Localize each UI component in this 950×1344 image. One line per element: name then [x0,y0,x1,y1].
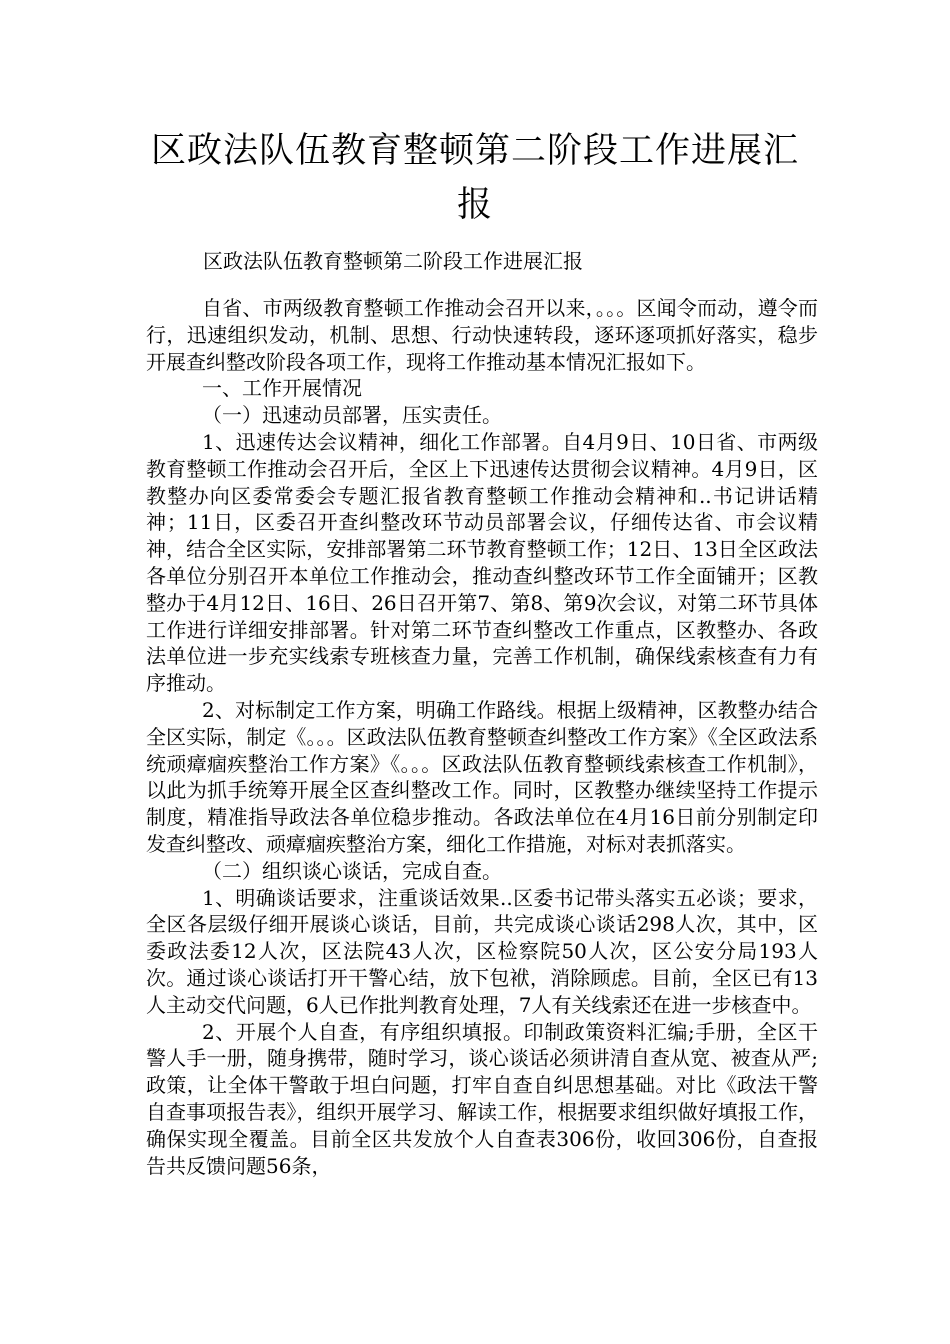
document-subtitle: 区政法队伍教育整顿第二阶段工作进展汇报 [203,249,583,273]
paragraph-intro: 自省、市两级教育整顿工作推动会召开以来，。。。区闻令而动，遵令而行，迅速组织发动，机制、思想、行动快速转段，逐环逐项抓好落实，稳步开展查纠整改阶段各项工作，现将工作推动基本情况汇报如下。 [146,296,818,374]
paragraph-1-2: 2、对标制定工作方案，明确工作路线。根据上级精神，区教整办结合全区实际，制定《。。。区政法队伍教育整顿查纠整改工作方案》《全区政法系统顽瘴痼疾整治工作方案》《。。。区政法队伍教育整顿线索核查工作机制》，以此为抓手统筹开展全区查纠整改工作。同时，区教整办继续坚持工作提示制度，精准指导政法各单位稳步推动。各政法单位在4月16日前分别制定印发查纠整改、顽瘴痼疾整治方案，细化工作措施，对标对表抓落实。 [146,697,818,856]
subsection-heading-1: （一）迅速动员部署，压实责任。 [202,403,502,428]
paragraph-2-2: 2、开展个人自查，有序组织填报。印制政策资料汇编;手册，全区干警人手一册，随身携带，随时学习，谈心谈话必须讲清自查从宽、被查从严;政策，让全体干警敢于坦白问题，打牢自查自纠思想基础。对比《政法干警自查事项报告表》，组织开展学习、解读工作，根据要求组织做好填报工作，确保实现全覆盖。目前全区共发放个人自查表306份，收回306份，自查报告共反馈问题56条， [146,1019,818,1178]
subsection-heading-2: （二）组织谈心谈话，完成自查。 [202,858,502,883]
paragraph-2-1: 1、明确谈话要求，注重谈话效果..区委书记带头落实五必谈；要求，全区各层级仔细开展谈心谈话，目前，共完成谈心谈话298人次，其中，区委政法委12人次，区法院43人次，区检察院50人次，区公安分局193人次。通过谈心谈话打开干警心结，放下包袱，消除顾虑。目前，全区已有13人主动交代问题，6人已作批判教育处理，7人有关线索还在进一步核查中。 [146,885,818,1017]
document-body [146,295,818,1179]
paragraph-1-1: 1、迅速传达会议精神，细化工作部署。自4月9日、10日省、市两级教育整顿工作推动会召开后，全区上下迅速传达贯彻会议精神。4月9日，区教整办向区委常委会专题汇报省教育整顿工作推动会精神和..书记讲话精神；11日，区委召开查纠整改环节动员部署会议，仔细传达省、市会议精神，结合全区实际，安排部署第二环节教育整顿工作；12日、13日全区政法各单位分别召开本单位工作推动会，推动查纠整改环节工作全面铺开；区教整办于4月12日、16日、26日召开第7、第8、第9次会议，对第二环节具体工作进行详细安排部署。针对第二环节查纠整改工作重点，区教整办、各政法单位进一步充实线索专班核查力量，完善工作机制，确保线索核查有力有序推动。 [146,429,818,696]
section-heading-1: 一、工作开展情况 [202,376,362,401]
document-title: 区政法队伍教育整顿第二阶段工作进展汇报 [150,131,799,225]
